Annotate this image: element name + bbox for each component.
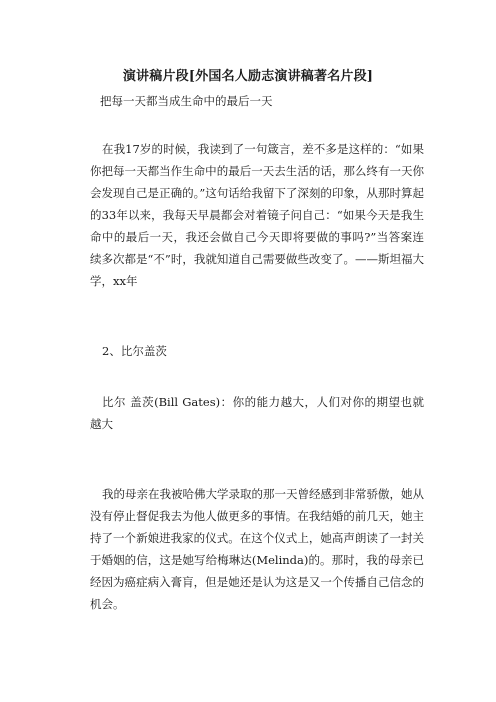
- paragraph-section-heading: 2、比尔盖茨: [102, 344, 167, 358]
- paragraph-gates-story: 我的母亲在我被哈佛大学录取的那一天曾经感到非常骄傲，她从没有停止督促我去为他人做更多的事情。在我结婚的前几天，她主持了一个新娘进我家的仪式。在这个仪式上，她高声朗读了一封关于婚姻的信，这是她写给梅琳达(Melinda)的。那时，我的母亲已经因为癌症病入膏肓，但是她还是认为这是又一个传播自己信念的机会。: [90, 487, 424, 611]
- paragraph-subtitle: 把每一天都当成生命中的最后一天: [100, 94, 273, 108]
- document-title: 演讲稿片段[外国名人励志演讲稿著名片段]: [122, 69, 374, 84]
- paragraph-gates-heading: 比尔 盖茨(Bill Gates)：你的能力越大，人们对你的期望也就越大: [90, 395, 424, 431]
- paragraph-jobs-quote: 在我17岁的时候，我读到了一句箴言，差不多是这样的：“如果你把每一天都当作生命中的最后一天去生活的话，那么终有一天你会发现自己是正确的。”这句话给我留下了深刻的印象，从那时算起的33年以来，我每天早晨都会对着镜子问自己：“如果今天是我生命中的最后一天，我还会做自己今天即将要做的事吗?”当答案连续多次都是“不”时，我就知道自己需要做些改变了。——斯坦福大学，xx年: [90, 142, 424, 288]
